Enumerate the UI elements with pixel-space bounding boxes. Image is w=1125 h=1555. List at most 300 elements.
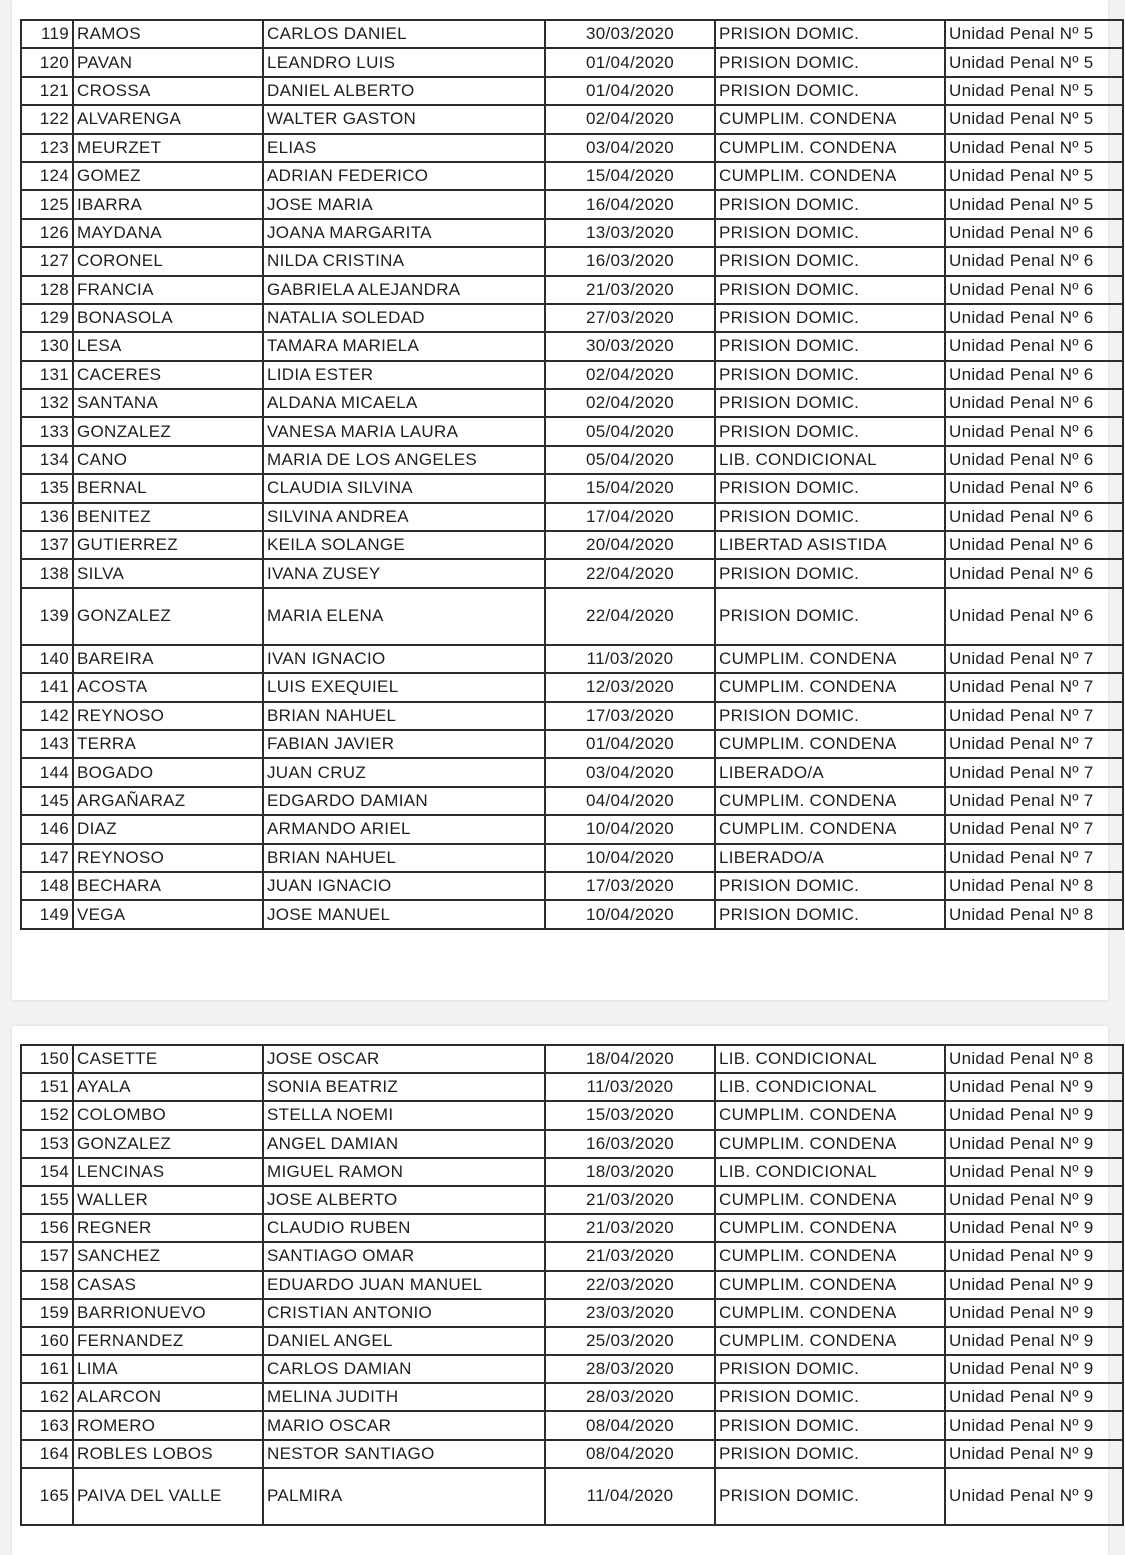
date-cell: 28/03/2020 xyxy=(545,1383,715,1411)
row-number: 147 xyxy=(21,844,73,872)
status-cell: PRISION DOMIC. xyxy=(715,503,945,531)
last-name-cell: LIMA xyxy=(73,1355,263,1383)
table-row xyxy=(21,1411,1123,1439)
date-cell: 01/04/2020 xyxy=(545,48,715,76)
first-name-cell: JOSE OSCAR xyxy=(263,1045,545,1073)
row-number: 148 xyxy=(21,872,73,900)
date-cell: 11/04/2020 xyxy=(545,1468,715,1525)
last-name-cell: TERRA xyxy=(73,730,263,758)
table-row xyxy=(21,276,1123,304)
row-number: 155 xyxy=(21,1186,73,1214)
status-cell: PRISION DOMIC. xyxy=(715,474,945,502)
first-name-cell: BRIAN NAHUEL xyxy=(263,702,545,730)
date-cell: 01/04/2020 xyxy=(545,730,715,758)
date-cell: 17/03/2020 xyxy=(545,872,715,900)
date-cell: 17/03/2020 xyxy=(545,702,715,730)
row-number: 165 xyxy=(21,1468,73,1525)
status-cell: LIB. CONDICIONAL xyxy=(715,1045,945,1073)
table-row xyxy=(21,474,1123,502)
status-cell: PRISION DOMIC. xyxy=(715,389,945,417)
status-cell: PRISION DOMIC. xyxy=(715,588,945,645)
first-name-cell: KEILA SOLANGE xyxy=(263,531,545,559)
last-name-cell: WALLER xyxy=(73,1186,263,1214)
row-number: 153 xyxy=(21,1130,73,1158)
first-name-cell: MARIA DE LOS ANGELES xyxy=(263,446,545,474)
date-cell: 05/04/2020 xyxy=(545,446,715,474)
date-cell: 16/04/2020 xyxy=(545,190,715,218)
row-number: 158 xyxy=(21,1271,73,1299)
last-name-cell: RAMOS xyxy=(73,20,263,48)
last-name-cell: FERNANDEZ xyxy=(73,1327,263,1355)
last-name-cell: CASETTE xyxy=(73,1045,263,1073)
unit-cell: Unidad Penal Nº 9 xyxy=(945,1242,1123,1270)
status-cell: LIB. CONDICIONAL xyxy=(715,446,945,474)
first-name-cell: MELINA JUDITH xyxy=(263,1383,545,1411)
table-row xyxy=(21,1440,1123,1468)
first-name-cell: ALDANA MICAELA xyxy=(263,389,545,417)
date-cell: 18/03/2020 xyxy=(545,1158,715,1186)
unit-cell: Unidad Penal Nº 8 xyxy=(945,1045,1123,1073)
date-cell: 10/04/2020 xyxy=(545,815,715,843)
row-number: 163 xyxy=(21,1411,73,1439)
first-name-cell: NESTOR SANTIAGO xyxy=(263,1440,545,1468)
last-name-cell: FRANCIA xyxy=(73,276,263,304)
row-number: 140 xyxy=(21,645,73,673)
status-cell: PRISION DOMIC. xyxy=(715,559,945,587)
document-page-2 xyxy=(12,1026,1108,1555)
status-cell: LIB. CONDICIONAL xyxy=(715,1073,945,1101)
table-row xyxy=(21,1214,1123,1242)
date-cell: 01/04/2020 xyxy=(545,77,715,105)
date-cell: 30/03/2020 xyxy=(545,332,715,360)
table-row xyxy=(21,247,1123,275)
status-cell: PRISION DOMIC. xyxy=(715,1440,945,1468)
last-name-cell: ALVARENGA xyxy=(73,105,263,133)
date-cell: 10/04/2020 xyxy=(545,844,715,872)
table-row xyxy=(21,1299,1123,1327)
first-name-cell: CRISTIAN ANTONIO xyxy=(263,1299,545,1327)
first-name-cell: SANTIAGO OMAR xyxy=(263,1242,545,1270)
first-name-cell: CARLOS DANIEL xyxy=(263,20,545,48)
last-name-cell: GUTIERREZ xyxy=(73,531,263,559)
row-number: 127 xyxy=(21,247,73,275)
unit-cell: Unidad Penal Nº 8 xyxy=(945,900,1123,928)
table-row xyxy=(21,1101,1123,1129)
status-cell: CUMPLIM. CONDENA xyxy=(715,1101,945,1129)
date-cell: 11/03/2020 xyxy=(545,1073,715,1101)
table-row xyxy=(21,1073,1123,1101)
first-name-cell: MARIO OSCAR xyxy=(263,1411,545,1439)
table-row xyxy=(21,105,1123,133)
date-cell: 05/04/2020 xyxy=(545,417,715,445)
unit-cell: Unidad Penal Nº 6 xyxy=(945,389,1123,417)
last-name-cell: COLOMBO xyxy=(73,1101,263,1129)
date-cell: 04/04/2020 xyxy=(545,787,715,815)
status-cell: PRISION DOMIC. xyxy=(715,417,945,445)
date-cell: 08/04/2020 xyxy=(545,1440,715,1468)
date-cell: 28/03/2020 xyxy=(545,1355,715,1383)
date-cell: 18/04/2020 xyxy=(545,1045,715,1073)
row-number: 131 xyxy=(21,361,73,389)
unit-cell: Unidad Penal Nº 7 xyxy=(945,730,1123,758)
first-name-cell: LIDIA ESTER xyxy=(263,361,545,389)
table-row xyxy=(21,417,1123,445)
first-name-cell: SILVINA ANDREA xyxy=(263,503,545,531)
status-cell: CUMPLIM. CONDENA xyxy=(715,645,945,673)
table-row xyxy=(21,77,1123,105)
row-number: 119 xyxy=(21,20,73,48)
unit-cell: Unidad Penal Nº 7 xyxy=(945,758,1123,786)
date-cell: 15/04/2020 xyxy=(545,474,715,502)
unit-cell: Unidad Penal Nº 9 xyxy=(945,1468,1123,1525)
date-cell: 16/03/2020 xyxy=(545,247,715,275)
status-cell: PRISION DOMIC. xyxy=(715,332,945,360)
status-cell: CUMPLIM. CONDENA xyxy=(715,1186,945,1214)
status-cell: CUMPLIM. CONDENA xyxy=(715,787,945,815)
last-name-cell: REYNOSO xyxy=(73,702,263,730)
status-cell: CUMPLIM. CONDENA xyxy=(715,673,945,701)
last-name-cell: LENCINAS xyxy=(73,1158,263,1186)
row-number: 145 xyxy=(21,787,73,815)
last-name-cell: VEGA xyxy=(73,900,263,928)
last-name-cell: GONZALEZ xyxy=(73,588,263,645)
table-row xyxy=(21,503,1123,531)
last-name-cell: ROBLES LOBOS xyxy=(73,1440,263,1468)
table-row xyxy=(21,48,1123,76)
first-name-cell: MIGUEL RAMON xyxy=(263,1158,545,1186)
date-cell: 16/03/2020 xyxy=(545,1130,715,1158)
status-cell: PRISION DOMIC. xyxy=(715,20,945,48)
first-name-cell: GABRIELA ALEJANDRA xyxy=(263,276,545,304)
date-cell: 21/03/2020 xyxy=(545,1186,715,1214)
first-name-cell: DANIEL ANGEL xyxy=(263,1327,545,1355)
first-name-cell: EDUARDO JUAN MANUEL xyxy=(263,1271,545,1299)
row-number: 138 xyxy=(21,559,73,587)
last-name-cell: LESA xyxy=(73,332,263,360)
first-name-cell: CLAUDIA SILVINA xyxy=(263,474,545,502)
unit-cell: Unidad Penal Nº 9 xyxy=(945,1271,1123,1299)
date-cell: 12/03/2020 xyxy=(545,673,715,701)
status-cell: PRISION DOMIC. xyxy=(715,48,945,76)
status-cell: CUMPLIM. CONDENA xyxy=(715,730,945,758)
unit-cell: Unidad Penal Nº 9 xyxy=(945,1130,1123,1158)
unit-cell: Unidad Penal Nº 9 xyxy=(945,1411,1123,1439)
table-row xyxy=(21,162,1123,190)
table-row xyxy=(21,361,1123,389)
row-number: 164 xyxy=(21,1440,73,1468)
date-cell: 03/04/2020 xyxy=(545,758,715,786)
unit-cell: Unidad Penal Nº 5 xyxy=(945,48,1123,76)
row-number: 135 xyxy=(21,474,73,502)
table-row xyxy=(21,1355,1123,1383)
table-row xyxy=(21,559,1123,587)
records-table-1 xyxy=(20,19,1124,930)
table-row xyxy=(21,872,1123,900)
row-number: 146 xyxy=(21,815,73,843)
first-name-cell: ARMANDO ARIEL xyxy=(263,815,545,843)
status-cell: PRISION DOMIC. xyxy=(715,1383,945,1411)
unit-cell: Unidad Penal Nº 6 xyxy=(945,446,1123,474)
table-row xyxy=(21,332,1123,360)
status-cell: CUMPLIM. CONDENA xyxy=(715,1242,945,1270)
unit-cell: Unidad Penal Nº 6 xyxy=(945,219,1123,247)
date-cell: 03/04/2020 xyxy=(545,134,715,162)
table-row xyxy=(21,815,1123,843)
status-cell: LIBERTAD ASISTIDA xyxy=(715,531,945,559)
last-name-cell: BONASOLA xyxy=(73,304,263,332)
unit-cell: Unidad Penal Nº 9 xyxy=(945,1299,1123,1327)
first-name-cell: MARIA ELENA xyxy=(263,588,545,645)
row-number: 129 xyxy=(21,304,73,332)
unit-cell: Unidad Penal Nº 5 xyxy=(945,162,1123,190)
first-name-cell: VANESA MARIA LAURA xyxy=(263,417,545,445)
unit-cell: Unidad Penal Nº 6 xyxy=(945,361,1123,389)
first-name-cell: NILDA CRISTINA xyxy=(263,247,545,275)
unit-cell: Unidad Penal Nº 6 xyxy=(945,559,1123,587)
table-row xyxy=(21,1186,1123,1214)
date-cell: 10/04/2020 xyxy=(545,900,715,928)
unit-cell: Unidad Penal Nº 6 xyxy=(945,474,1123,502)
table-row xyxy=(21,1327,1123,1355)
table-row xyxy=(21,20,1123,48)
last-name-cell: MAYDANA xyxy=(73,219,263,247)
first-name-cell: ANGEL DAMIAN xyxy=(263,1130,545,1158)
status-cell: PRISION DOMIC. xyxy=(715,361,945,389)
first-name-cell: JOSE MANUEL xyxy=(263,900,545,928)
date-cell: 20/04/2020 xyxy=(545,531,715,559)
first-name-cell: STELLA NOEMI xyxy=(263,1101,545,1129)
table-row xyxy=(21,844,1123,872)
last-name-cell: SANCHEZ xyxy=(73,1242,263,1270)
unit-cell: Unidad Penal Nº 9 xyxy=(945,1186,1123,1214)
first-name-cell: JUAN IGNACIO xyxy=(263,872,545,900)
last-name-cell: ROMERO xyxy=(73,1411,263,1439)
last-name-cell: CROSSA xyxy=(73,77,263,105)
date-cell: 21/03/2020 xyxy=(545,1214,715,1242)
unit-cell: Unidad Penal Nº 7 xyxy=(945,815,1123,843)
table-row xyxy=(21,900,1123,928)
last-name-cell: BERNAL xyxy=(73,474,263,502)
status-cell: CUMPLIM. CONDENA xyxy=(715,1271,945,1299)
date-cell: 08/04/2020 xyxy=(545,1411,715,1439)
row-number: 141 xyxy=(21,673,73,701)
first-name-cell: IVAN IGNACIO xyxy=(263,645,545,673)
status-cell: PRISION DOMIC. xyxy=(715,702,945,730)
date-cell: 22/03/2020 xyxy=(545,1271,715,1299)
row-number: 142 xyxy=(21,702,73,730)
table-row xyxy=(21,1045,1123,1073)
status-cell: CUMPLIM. CONDENA xyxy=(715,1130,945,1158)
unit-cell: Unidad Penal Nº 5 xyxy=(945,20,1123,48)
last-name-cell: BECHARA xyxy=(73,872,263,900)
date-cell: 22/04/2020 xyxy=(545,559,715,587)
table-row xyxy=(21,645,1123,673)
row-number: 143 xyxy=(21,730,73,758)
last-name-cell: GONZALEZ xyxy=(73,1130,263,1158)
first-name-cell: FABIAN JAVIER xyxy=(263,730,545,758)
unit-cell: Unidad Penal Nº 6 xyxy=(945,531,1123,559)
table-row xyxy=(21,304,1123,332)
unit-cell: Unidad Penal Nº 9 xyxy=(945,1327,1123,1355)
unit-cell: Unidad Penal Nº 9 xyxy=(945,1383,1123,1411)
last-name-cell: PAIVA DEL VALLE xyxy=(73,1468,263,1525)
table-row xyxy=(21,1158,1123,1186)
first-name-cell: CARLOS DAMIAN xyxy=(263,1355,545,1383)
table-row xyxy=(21,190,1123,218)
unit-cell: Unidad Penal Nº 7 xyxy=(945,844,1123,872)
status-cell: CUMPLIM. CONDENA xyxy=(715,815,945,843)
unit-cell: Unidad Penal Nº 6 xyxy=(945,247,1123,275)
date-cell: 25/03/2020 xyxy=(545,1327,715,1355)
unit-cell: Unidad Penal Nº 6 xyxy=(945,276,1123,304)
last-name-cell: REYNOSO xyxy=(73,844,263,872)
row-number: 123 xyxy=(21,134,73,162)
last-name-cell: BAREIRA xyxy=(73,645,263,673)
first-name-cell: ADRIAN FEDERICO xyxy=(263,162,545,190)
row-number: 128 xyxy=(21,276,73,304)
unit-cell: Unidad Penal Nº 9 xyxy=(945,1355,1123,1383)
table-row xyxy=(21,673,1123,701)
last-name-cell: SILVA xyxy=(73,559,263,587)
status-cell: LIBERADO/A xyxy=(715,844,945,872)
row-number: 159 xyxy=(21,1299,73,1327)
row-number: 162 xyxy=(21,1383,73,1411)
first-name-cell: CLAUDIO RUBEN xyxy=(263,1214,545,1242)
row-number: 133 xyxy=(21,417,73,445)
first-name-cell: LUIS EXEQUIEL xyxy=(263,673,545,701)
table-row xyxy=(21,219,1123,247)
row-number: 120 xyxy=(21,48,73,76)
last-name-cell: AYALA xyxy=(73,1073,263,1101)
row-number: 124 xyxy=(21,162,73,190)
row-number: 136 xyxy=(21,503,73,531)
table-row xyxy=(21,787,1123,815)
row-number: 150 xyxy=(21,1045,73,1073)
status-cell: PRISION DOMIC. xyxy=(715,219,945,247)
status-cell: PRISION DOMIC. xyxy=(715,1411,945,1439)
unit-cell: Unidad Penal Nº 6 xyxy=(945,503,1123,531)
table-row xyxy=(21,446,1123,474)
row-number: 132 xyxy=(21,389,73,417)
last-name-cell: ACOSTA xyxy=(73,673,263,701)
status-cell: CUMPLIM. CONDENA xyxy=(715,1327,945,1355)
first-name-cell: JOSE ALBERTO xyxy=(263,1186,545,1214)
table-row xyxy=(21,134,1123,162)
date-cell: 30/03/2020 xyxy=(545,20,715,48)
row-number: 130 xyxy=(21,332,73,360)
first-name-cell: LEANDRO LUIS xyxy=(263,48,545,76)
row-number: 151 xyxy=(21,1073,73,1101)
first-name-cell: JOANA MARGARITA xyxy=(263,219,545,247)
date-cell: 11/03/2020 xyxy=(545,645,715,673)
last-name-cell: GONZALEZ xyxy=(73,417,263,445)
date-cell: 21/03/2020 xyxy=(545,276,715,304)
last-name-cell: ARGAÑARAZ xyxy=(73,787,263,815)
date-cell: 17/04/2020 xyxy=(545,503,715,531)
first-name-cell: JUAN CRUZ xyxy=(263,758,545,786)
first-name-cell: DANIEL ALBERTO xyxy=(263,77,545,105)
last-name-cell: GOMEZ xyxy=(73,162,263,190)
row-number: 161 xyxy=(21,1355,73,1383)
last-name-cell: MEURZET xyxy=(73,134,263,162)
first-name-cell: IVANA ZUSEY xyxy=(263,559,545,587)
unit-cell: Unidad Penal Nº 5 xyxy=(945,190,1123,218)
unit-cell: Unidad Penal Nº 5 xyxy=(945,134,1123,162)
unit-cell: Unidad Penal Nº 6 xyxy=(945,417,1123,445)
first-name-cell: WALTER GASTON xyxy=(263,105,545,133)
status-cell: LIBERADO/A xyxy=(715,758,945,786)
status-cell: PRISION DOMIC. xyxy=(715,247,945,275)
unit-cell: Unidad Penal Nº 5 xyxy=(945,105,1123,133)
row-number: 154 xyxy=(21,1158,73,1186)
row-number: 144 xyxy=(21,758,73,786)
date-cell: 21/03/2020 xyxy=(545,1242,715,1270)
unit-cell: Unidad Penal Nº 6 xyxy=(945,332,1123,360)
unit-cell: Unidad Penal Nº 9 xyxy=(945,1440,1123,1468)
row-number: 139 xyxy=(21,588,73,645)
last-name-cell: BARRIONUEVO xyxy=(73,1299,263,1327)
status-cell: PRISION DOMIC. xyxy=(715,190,945,218)
status-cell: LIB. CONDICIONAL xyxy=(715,1158,945,1186)
first-name-cell: PALMIRA xyxy=(263,1468,545,1525)
unit-cell: Unidad Penal Nº 6 xyxy=(945,304,1123,332)
row-number: 122 xyxy=(21,105,73,133)
date-cell: 23/03/2020 xyxy=(545,1299,715,1327)
table-row xyxy=(21,389,1123,417)
row-number: 134 xyxy=(21,446,73,474)
table-row xyxy=(21,1271,1123,1299)
table-row xyxy=(21,531,1123,559)
date-cell: 15/03/2020 xyxy=(545,1101,715,1129)
records-table-2 xyxy=(20,1044,1124,1526)
status-cell: CUMPLIM. CONDENA xyxy=(715,1299,945,1327)
unit-cell: Unidad Penal Nº 7 xyxy=(945,673,1123,701)
row-number: 157 xyxy=(21,1242,73,1270)
last-name-cell: SANTANA xyxy=(73,389,263,417)
last-name-cell: BOGADO xyxy=(73,758,263,786)
last-name-cell: CACERES xyxy=(73,361,263,389)
table-row xyxy=(21,1383,1123,1411)
date-cell: 27/03/2020 xyxy=(545,304,715,332)
last-name-cell: CASAS xyxy=(73,1271,263,1299)
unit-cell: Unidad Penal Nº 7 xyxy=(945,645,1123,673)
table-row xyxy=(21,1468,1123,1525)
row-number: 160 xyxy=(21,1327,73,1355)
unit-cell: Unidad Penal Nº 6 xyxy=(945,588,1123,645)
status-cell: CUMPLIM. CONDENA xyxy=(715,134,945,162)
date-cell: 22/04/2020 xyxy=(545,588,715,645)
status-cell: CUMPLIM. CONDENA xyxy=(715,162,945,190)
status-cell: PRISION DOMIC. xyxy=(715,900,945,928)
status-cell: PRISION DOMIC. xyxy=(715,1468,945,1525)
row-number: 125 xyxy=(21,190,73,218)
unit-cell: Unidad Penal Nº 9 xyxy=(945,1073,1123,1101)
table-row xyxy=(21,1130,1123,1158)
first-name-cell: SONIA BEATRIZ xyxy=(263,1073,545,1101)
status-cell: CUMPLIM. CONDENA xyxy=(715,1214,945,1242)
status-cell: PRISION DOMIC. xyxy=(715,77,945,105)
unit-cell: Unidad Penal Nº 8 xyxy=(945,872,1123,900)
document-page-1 xyxy=(12,0,1108,1000)
unit-cell: Unidad Penal Nº 9 xyxy=(945,1214,1123,1242)
first-name-cell: JOSE MARIA xyxy=(263,190,545,218)
last-name-cell: BENITEZ xyxy=(73,503,263,531)
table-row xyxy=(21,588,1123,645)
status-cell: PRISION DOMIC. xyxy=(715,1355,945,1383)
date-cell: 02/04/2020 xyxy=(545,361,715,389)
first-name-cell: TAMARA MARIELA xyxy=(263,332,545,360)
first-name-cell: NATALIA SOLEDAD xyxy=(263,304,545,332)
